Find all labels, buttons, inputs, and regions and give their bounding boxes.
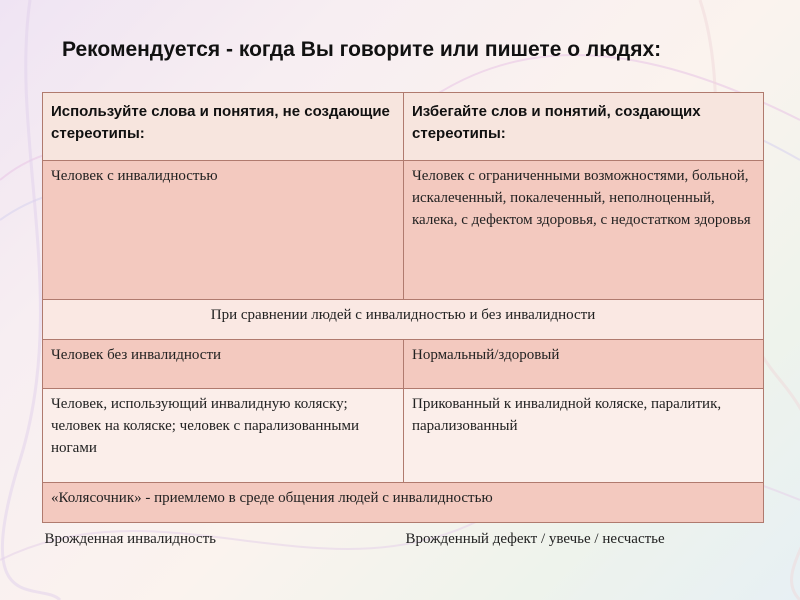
use-cell: Человек без инвалидности — [43, 340, 404, 389]
table-row — [43, 389, 764, 483]
table-row — [43, 340, 764, 389]
use-cell: Человек с инвалидностью — [43, 161, 404, 300]
note-cell: «Колясочник» - приемлемо в среде общения людей с инвалидностью — [43, 483, 764, 523]
avoid-cell: Прикованный к инвалидной коляске, паралитик, парализованный — [404, 389, 764, 483]
use-cell: Врожденная инвалидность — [44, 531, 216, 547]
comparison-cell: При сравнении людей с инвалидностью и без инвалидности — [43, 300, 764, 340]
note-row — [43, 483, 764, 523]
avoid-cell: Нормальный/здоровый — [404, 340, 764, 389]
use-cell: Человек, использующий инвалидную коляску; человек на коляске; человек с парализованными ногами — [43, 389, 404, 483]
page-title: Рекомендуется - когда Вы говорите или пишете о людях: — [62, 38, 662, 61]
comparison-row — [43, 300, 764, 340]
table-header-row — [43, 93, 764, 161]
table-row — [43, 523, 764, 555]
header-avoid-cell: Избегайте слов и понятий, создающих стереотипы: — [404, 93, 764, 161]
table-row — [43, 161, 764, 300]
avoid-cell: Человек с ограниченными возможностями, больной, искалеченный, покалеченный, неполноценный, калека, с дефектом здоровья, с недостатком здоровья — [404, 161, 764, 300]
header-use-cell: Используйте слова и понятия, не создающие стереотипы: — [43, 93, 404, 161]
avoid-cell: Врожденный дефект / увечье / несчастье — [405, 531, 665, 547]
recommendation-table — [42, 92, 764, 554]
